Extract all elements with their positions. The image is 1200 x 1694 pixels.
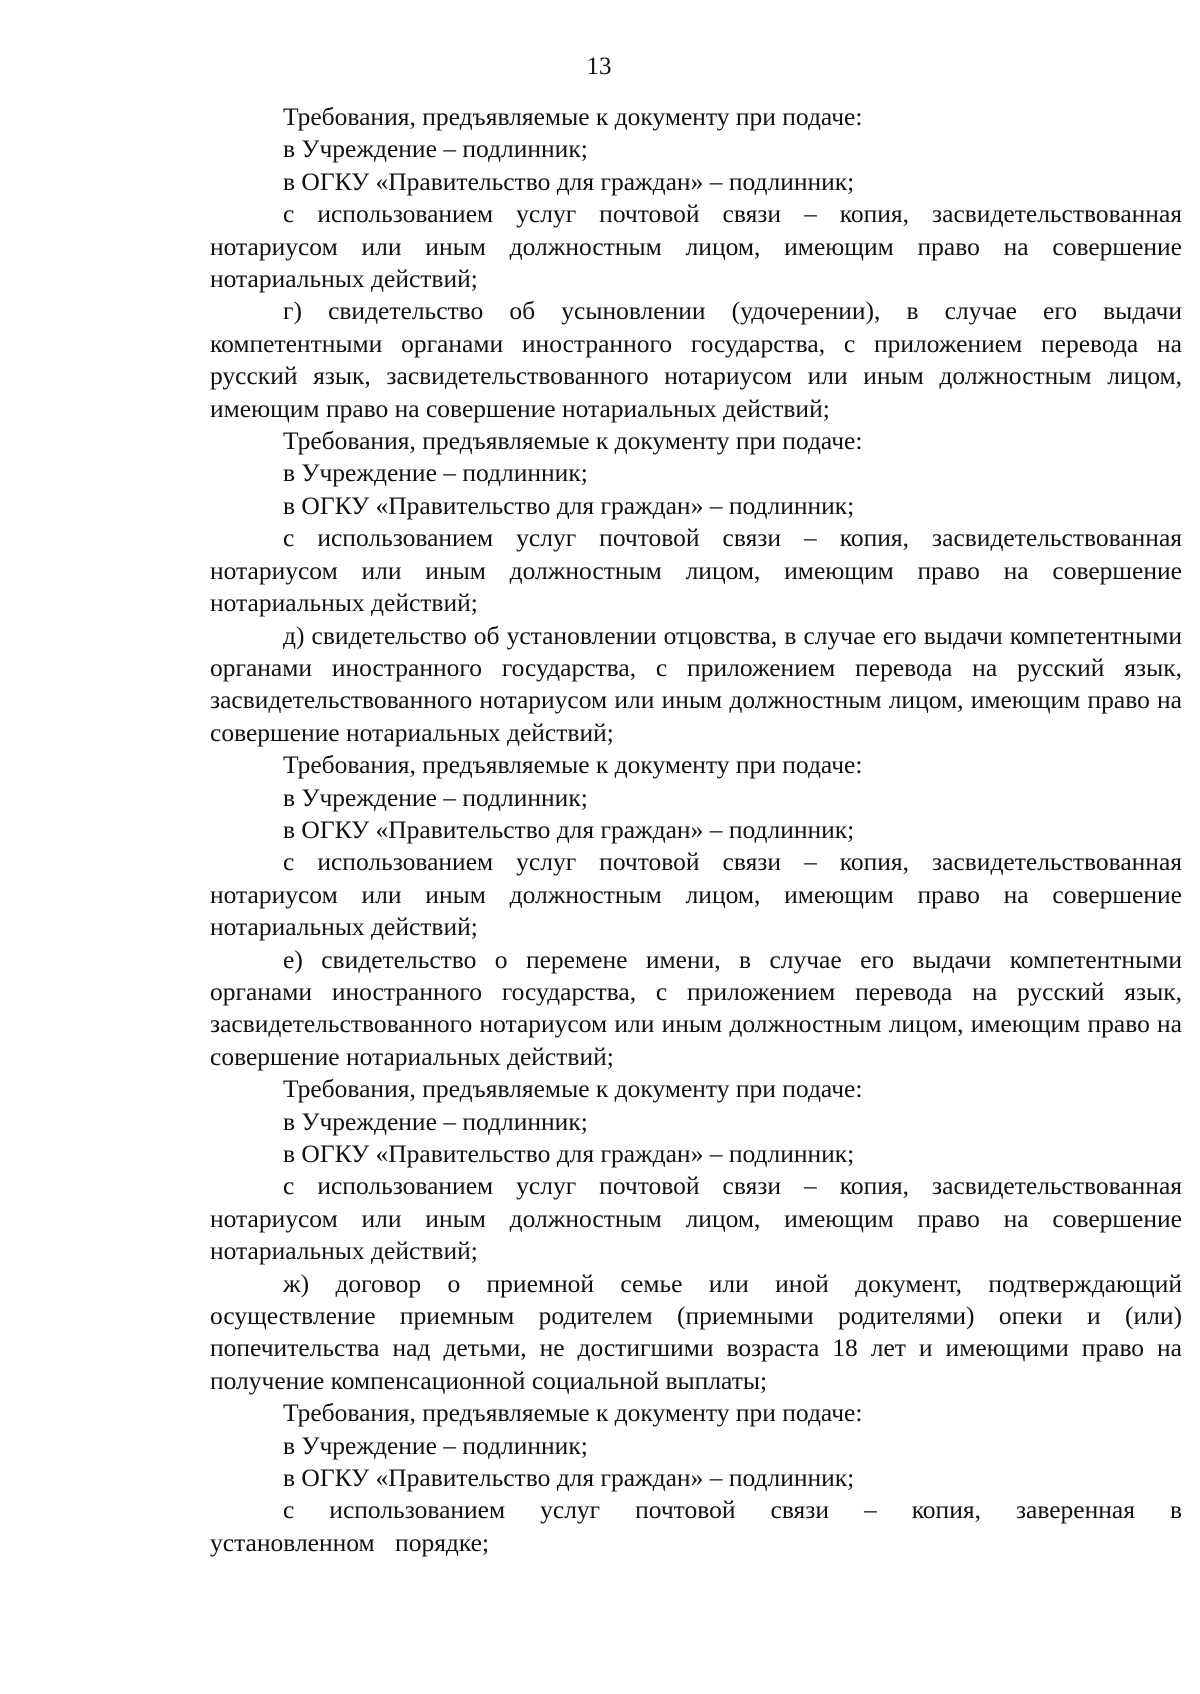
paragraph-requirements-3: Требования, предъявляемые к документу при подаче:: [283, 750, 863, 780]
paragraph-item-d: д) свидетельство об установлении отцовства, в случае его выдачи компетентными органами иностранного государства, с приложением перевода на русский язык, засвидетельствованного нотариусом или иным должностным лицом, имеющим право на совершение нотариальных действий;: [210, 620, 1182, 747]
paragraph-institution-2: в Учреждение – подлинник;: [283, 458, 588, 488]
document-body: [210, 101, 1182, 1559]
paragraph-requirements-5: Требования, предъявляемые к документу при подаче:: [283, 1398, 863, 1428]
paragraph-postal-5: с использованием услуг почтовой связи – копия, заверенная в установленном порядке;: [210, 1495, 1182, 1557]
paragraph-postal-1: с использованием услуг почтовой связи – копия, засвидетельствованная нотариусом или иным должностным лицом, имеющим право на совершение нотариальных действий;: [210, 199, 1182, 294]
paragraph-ogku-2: в ОГКУ «Правительство для граждан» – подлинник;: [283, 490, 855, 520]
paragraph-postal-2: с использованием услуг почтовой связи – копия, засвидетельствованная нотариусом или иным должностным лицом, имеющим право на совершение нотариальных действий;: [210, 523, 1182, 618]
paragraph-item-zh: ж) договор о приемной семье или иной документ, подтверждающий осуществление приемным родителем (приемными родителями) опеки и (или) попечительства над детьми, не достигшими возраста 18 лет и имеющими право на получение компенсационной социальной выплаты;: [210, 1268, 1182, 1395]
paragraph-institution-3: в Учреждение – подлинник;: [283, 782, 588, 812]
paragraph-item-g: г) свидетельство об усыновлении (удочерении), в случае его выдачи компетентными органами иностранного государства, с приложением перевода на русский язык, засвидетельствованного нотариусом или иным должностным лицом, имеющим право на совершение нотариальных действий;: [210, 296, 1182, 423]
paragraph-institution-1: в Учреждение – подлинник;: [283, 134, 588, 164]
paragraph-institution-5: в Учреждение – подлинник;: [283, 1430, 588, 1460]
paragraph-ogku-3: в ОГКУ «Правительство для граждан» – подлинник;: [283, 814, 855, 844]
paragraph-ogku-4: в ОГКУ «Правительство для граждан» – подлинник;: [283, 1139, 855, 1168]
paragraph-requirements-1: Требования, предъявляемые к документу при подаче:: [283, 102, 863, 131]
paragraph-item-e: е) свидетельство о перемене имени, в случае его выдачи компетентными органами иностранного государства, с приложением перевода на русский язык, засвидетельствованного нотариусом или иным должностным лицом, имеющим право на совершение нотариальных действий;: [210, 944, 1182, 1071]
paragraph-ogku-1: в ОГКУ «Правительство для граждан» – подлинник;: [283, 166, 855, 196]
paragraph-ogku-5: в ОГКУ «Правительство для граждан» – подлинник;: [283, 1463, 855, 1493]
page-number: 13: [586, 53, 612, 80]
paragraph-postal-3: с использованием услуг почтовой связи – копия, засвидетельствованная нотариусом или иным должностным лицом, имеющим право на совершение нотариальных действий;: [210, 847, 1182, 942]
paragraph-requirements-2: Требования, предъявляемые к документу при подаче:: [283, 426, 863, 456]
paragraph-institution-4: в Учреждение – подлинник;: [283, 1106, 588, 1136]
paragraph-requirements-4: Требования, предъявляемые к документу при подаче:: [283, 1074, 863, 1104]
paragraph-postal-4: с использованием услуг почтовой связи – копия, засвидетельствованная нотариусом или иным должностным лицом, имеющим право на совершение нотариальных действий;: [210, 1171, 1182, 1266]
